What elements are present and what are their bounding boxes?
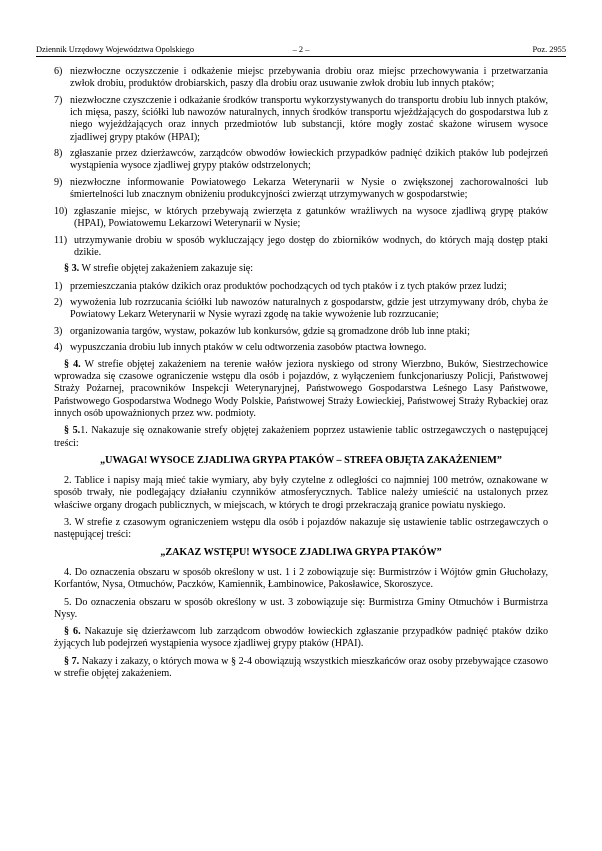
- item-number: 7): [54, 94, 63, 106]
- item-text: utrzymywanie drobiu w sposób wykluczający jego dostęp do zbiorników wodnych, do których mają dostęp ptaki dzikie.: [74, 234, 548, 258]
- section-text: Nakazuje się dzierżawcom lub zarządcom obwodów łowieckich zgłaszanie przypadków padnięć ptaków dziko żyjących lub podejrzeń wystąpienia wysoce zjadliwej grypy ptaków (HPAI).: [54, 626, 548, 650]
- list-item: [54, 206, 548, 231]
- section-6: [54, 626, 548, 651]
- item-number: 3): [54, 325, 63, 337]
- item-number: 9): [54, 176, 63, 188]
- section-5: [54, 425, 548, 450]
- item-number: 6): [54, 66, 63, 77]
- section-text: 1. Nakazuje się oznakowanie strefy objętej zakażeniem poprzez ustawienie tablic ostrzegawczych o następującej treści:: [54, 425, 548, 449]
- item-text: niezwłoczne informowanie Powiatowego Lekarza Weterynarii w Nysie o zwiększonej zachorowalności lub śmiertelności lub znacznym obniżeniu produkcyjności zwierząt utrzymywanych w gospodarstwie;: [70, 176, 548, 201]
- item-text: organizowania targów, wystaw, pokazów lub konkursów, gdzie są gromadzone drób lub inne ptaki;: [70, 325, 470, 337]
- section-text: Nakazy i zakazy, o których mowa w § 2-4 obowiązują wszystkich mieszkańców oraz osoby przebywające czasowo w strefie objętej zakażeniem.: [54, 655, 549, 680]
- document-body: [54, 66, 548, 685]
- item-text: wypuszczania drobiu lub innych ptaków w celu odtworzenia zasobów ptactwa łownego.: [70, 342, 427, 354]
- list-item: [54, 235, 548, 260]
- item-number: 1): [54, 280, 63, 292]
- page-header: [36, 40, 566, 54]
- list-item: [54, 95, 548, 144]
- section-3: [54, 263, 548, 275]
- item-text: zgłaszanie przez dzierżawców, zarządców obwodów łowieckich przypadków padnięć dzikich ptaków lub podejrzeń wystąpienia wysoce zjadliwej grypy ptaków odstrzelonych;: [70, 148, 548, 172]
- item-number: 2): [54, 297, 63, 309]
- section-label: § 6.: [64, 626, 81, 638]
- journal-title: Dziennik Urzędowy Województwa Opolskiego: [36, 45, 195, 54]
- list-item: [54, 281, 548, 293]
- warning-sign-text-1: „UWAGA! WYSOCE ZJADLIWA GRYPA PTAKÓW – STREFA OBJĘTA ZAKAŻENIEM”: [100, 454, 502, 466]
- list-item: [54, 177, 548, 202]
- section-label: § 4.: [64, 358, 81, 370]
- item-text: zgłaszanie miejsc, w których przebywają zwierzęta z gatunków wrażliwych na wysoce zjadliwą grypę ptaków (HPAI), Powiatowemu Lekarzowi Weterynarii w Nysie;: [74, 205, 548, 230]
- paragraph-2: 2. Tablice i napisy mają mieć takie wymiary, aby były czytelne z odległości co najmniej 100 metrów, oznakowane w sposób trwały, nie podlegający działaniu czynników atmosferycznych. Tablice należy umieścić na ustalonych przez właściwe organy drogach publicznych, w miejscach, w których te drogi przekraczają granice powiatu nyskiego.: [54, 475, 548, 511]
- paragraph-5: 5. Do oznaczenia obszaru w sposób określony w ust. 3 zobowiązuje się: Burmistrza Gminy Otmuchów i Burmistrza Nysy.: [54, 596, 548, 620]
- page-number: – 2 –: [292, 45, 310, 54]
- paragraph-4: 4. Do oznaczenia obszaru w sposób określony w ust. 1 i 2 zobowiązuje się: Burmistrzów i Wójtów gmin Głuchołazy, Korfantów, Nysa, Otmuchów, Paczków, Kamiennik, Łambinowice, Pakosławice, Skoroszyce.: [54, 566, 548, 591]
- list-item: [54, 297, 548, 322]
- section-label: § 7.: [64, 655, 80, 667]
- section-label: § 5.: [64, 425, 81, 437]
- item-number: 8): [54, 148, 63, 160]
- prohibitions-list: [54, 281, 548, 355]
- item-text: niezwłoczne czyszczenie i odkażanie środków transportu wykorzystywanych do transportu drobiu lub innych ptaków, ich mięsa, paszy, ściółki lub nawozów naturalnych, innych środków transportu wjeżdżających do gospodarstwa lub z niego wyjeżdżających oraz innych przedmiotów lub substancji, które mogły zostać skażone wirusem wysoce zjadliwej grypy ptaków (HPAI);: [70, 94, 548, 143]
- section-label: § 3.: [64, 263, 80, 275]
- item-text: wywożenia lub rozrzucania ściółki lub nawozów naturalnych z gospodarstw, gdzie jest utrzymywany drób, chyba że Powiatowy Lekarz Weterynarii w Nysie wyrazi zgodę na takie wywożenie lub rozrzucanie;: [70, 297, 548, 321]
- position-number: Poz. 2955: [532, 45, 566, 54]
- list-item: [54, 66, 548, 91]
- item-number: 11): [54, 234, 68, 246]
- item-number: 10): [54, 205, 68, 217]
- section-text: W strefie objętej zakażeniem na terenie wałów jeziora nyskiego od strony Wierzbno, Buków, Siestrzechowice wprowadza się czasowe ograniczenie wstępu dla osób i pojazdów, z wyłączeniem funkcjonariuszy Policji, Państwowej Straży Pożarnej, pracowników Inspekcji Weterynaryjnej, Państwowego Gospodarstwa Leśnego Lasy Państwowe, Państwowego Gospodarstwa Wodnego Wody Polskie, Państwowej Straży Łowieckiej, Państwowej Straży Rybackiej oraz innych osób upoważnionych przez ww. podmioty.: [54, 358, 549, 419]
- list-item: [54, 342, 548, 354]
- header-rule: [36, 56, 566, 57]
- section-text: W strefie objętej zakażeniem zakazuje się:: [81, 263, 254, 275]
- item-number: 4): [54, 342, 63, 354]
- list-item: [54, 148, 548, 173]
- list-item: [54, 326, 548, 338]
- paragraph-3: 3. W strefie z czasowym ograniczeniem wstępu dla osób i pojazdów nakazuje się ustawienie tablic ostrzegawczych o następującej treści:: [54, 517, 548, 541]
- item-text: niezwłoczne oczyszczenie i odkażenie miejsc przebywania drobiu oraz miejsc przechowywania i przetwarzania zwłok drobiu, produktów drobiarskich, paszy dla drobiu oraz usuwanie zwłok drobiu lub innych ptaków;: [70, 66, 548, 90]
- item-text: przemieszczania ptaków dzikich oraz produktów pochodzących od tych ptaków i z tych ptaków przez ludzi;: [70, 280, 507, 292]
- obligations-list: [54, 66, 548, 259]
- section-4: [54, 359, 548, 420]
- section-7: [54, 656, 548, 681]
- warning-sign-text-2: „ZAKAZ WSTĘPU! WYSOCE ZJADLIWA GRYPA PTAKÓW”: [160, 546, 442, 558]
